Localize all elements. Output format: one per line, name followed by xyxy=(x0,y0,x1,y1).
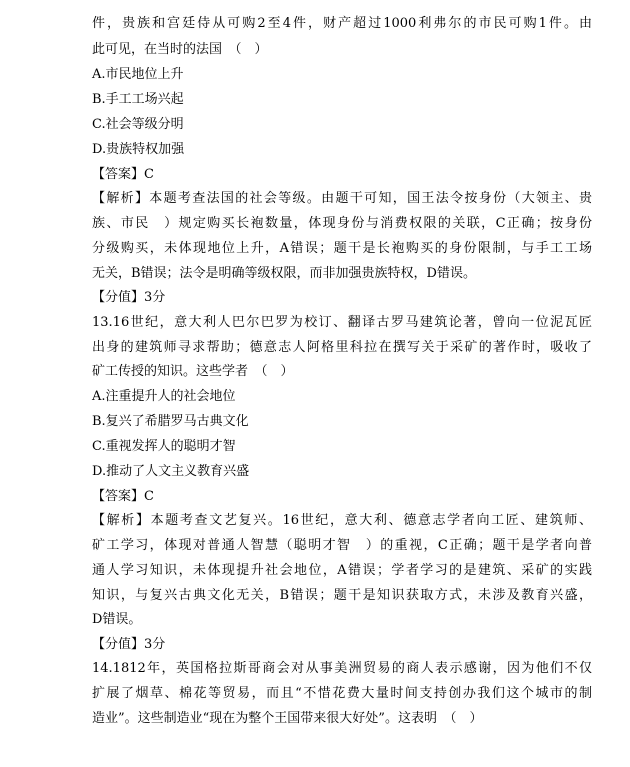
q12-option-a: A.市民地位上升 xyxy=(92,67,184,82)
q12-answer: 【答案】C xyxy=(92,167,154,182)
q13-analysis-line-2: 矿工学习，体现对普通人智慧（聪明才智 ）的重视，C正确；题干是学者向普 xyxy=(92,538,592,553)
q13-stem-line-1: 13.16世纪，意大利人巴尔巴罗为校订、翻译古罗马建筑论著，曾向一位泥瓦匠 xyxy=(92,315,592,330)
q12-analysis-line-2: 族、市民 ）规定购买长袍数量，体现身份与消费权限的关联，C正确；按身份 xyxy=(92,216,592,231)
q14-stem-line-1: 14.1812年，英国格拉斯哥商会对从事美洲贸易的商人表示感谢，因为他们不仅 xyxy=(92,661,592,676)
q12-analysis-line-4: 无关，B错误；法令是明确等级权限，而非加强贵族特权，D错误。 xyxy=(92,266,476,281)
q12-score: 【分值】3分 xyxy=(92,290,166,305)
q12-stem-line-2: 此可见，在当时的法国 （ ） xyxy=(92,42,268,57)
q12-option-b: B.手工工场兴起 xyxy=(92,92,184,107)
q13-option-a: A.注重提升人的社会地位 xyxy=(92,389,236,404)
q13-analysis-line-5: D错误。 xyxy=(92,612,142,627)
q13-option-d: D.推动了人文主义教育兴盛 xyxy=(92,464,250,479)
q13-option-c: C.重视发挥人的聪明才智 xyxy=(92,439,236,454)
q13-stem-line-3: 矿工传授的知识。这些学者 （ ） xyxy=(92,364,294,379)
q13-answer: 【答案】C xyxy=(92,489,154,504)
q13-analysis-line-1: 【解析】本题考查文艺复兴。16世纪，意大利、德意志学者向工匠、建筑师、 xyxy=(92,513,592,528)
q12-option-c: C.社会等级分明 xyxy=(92,117,184,132)
q13-analysis-line-4: 知识，与复兴古典文化无关，B错误；题干是知识获取方式，未涉及教育兴盛， xyxy=(92,588,592,603)
q12-option-d: D.贵族特权加强 xyxy=(92,142,185,157)
q13-score: 【分值】3分 xyxy=(92,637,166,652)
q14-stem-line-2: 扩展了烟草、棉花等贸易，而且“不惜花费大量时间支持创办我们这个城市的制 xyxy=(92,686,592,701)
q13-stem-line-2: 出身的建筑师寻求帮助；德意志人阿格里科拉在撰写关于采矿的著作时，吸收了 xyxy=(92,340,592,355)
q12-stem-line-1: 件，贵族和宫廷侍从可购2至4件，财产超过1000利弗尔的市民可购1件。由 xyxy=(92,16,592,31)
q13-option-b: B.复兴了希腊罗马古典文化 xyxy=(92,414,249,429)
q13-analysis-line-3: 通人学习知识，未体现提升社会地位，A错误；学者学习的是建筑、采矿的实践 xyxy=(92,563,592,578)
q14-stem-line-3: 造业”。这些制造业“现在为整个王国带来很大好处”。这表明 （ ） xyxy=(92,711,483,726)
q12-analysis-line-1: 【解析】本题考查法国的社会等级。由题干可知，国王法令按身份（大领主、贵 xyxy=(92,191,592,206)
q12-analysis-line-3: 分级购买，未体现地位上升，A错误；题干是长袍购买的身份限制，与手工工场 xyxy=(92,241,592,256)
